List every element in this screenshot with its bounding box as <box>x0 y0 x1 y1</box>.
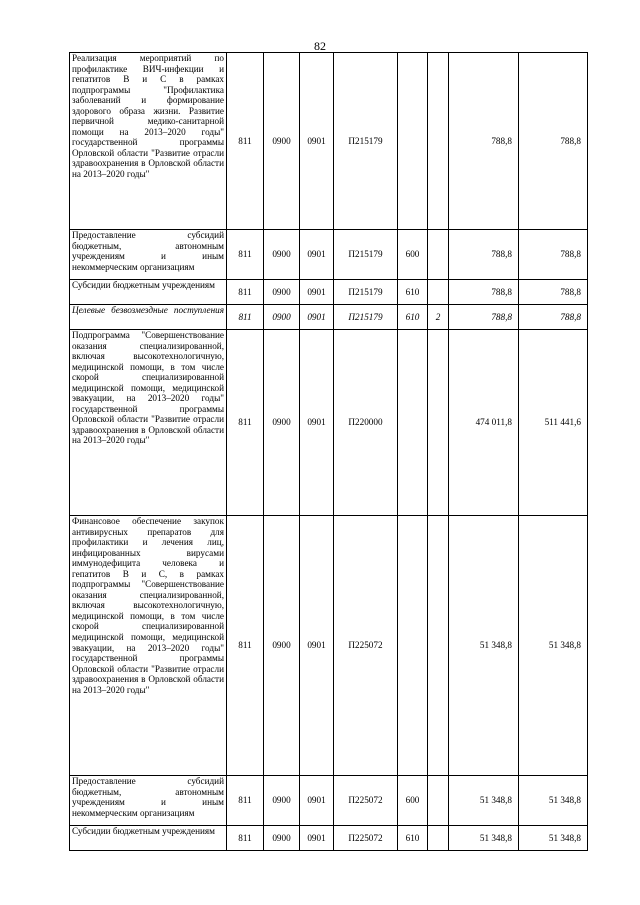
section-code: 0900 <box>264 280 300 305</box>
ministry-code: 811 <box>227 53 264 230</box>
sum-year-2: 51 348,8 <box>519 826 588 851</box>
kosgu-code <box>428 330 449 516</box>
sum-year-1: 51 348,8 <box>449 826 519 851</box>
subsection-code: 0901 <box>300 280 334 305</box>
ministry-code: 811 <box>227 230 264 280</box>
row-name: Целевые безвозмездные поступления <box>70 305 227 330</box>
sum-year-2: 788,8 <box>519 305 588 330</box>
row-name: Подпрограмма "Совершенствование оказания специализированной, включая высокотехнологичную, медицинской помощи, в том числе скорой специализированной медицинской помощи, медицинской эвакуации, на 2013–2020 годы" государственной программы Орловской области "Развитие отрасли здравоохранения в Орловской области на 2013–2020 годы" <box>70 330 227 516</box>
kosgu-code <box>428 230 449 280</box>
sum-year-1: 788,8 <box>449 230 519 280</box>
sum-year-2: 511 441,6 <box>519 330 588 516</box>
section-code: 0900 <box>264 516 300 776</box>
kosgu-code: 2 <box>428 305 449 330</box>
subsection-code: 0901 <box>300 305 334 330</box>
kosgu-code <box>428 280 449 305</box>
target-code: П225072 <box>334 516 398 776</box>
section-code: 0900 <box>264 305 300 330</box>
section-code: 0900 <box>264 330 300 516</box>
subsection-code: 0901 <box>300 516 334 776</box>
subsection-code: 0901 <box>300 826 334 851</box>
target-code: П215179 <box>334 305 398 330</box>
table-row <box>70 230 588 280</box>
budget-table <box>69 52 588 851</box>
target-code: П215179 <box>334 280 398 305</box>
row-name: Субсидии бюджетным учреждениям <box>70 826 227 851</box>
kosgu-code <box>428 776 449 826</box>
row-name: Финансовое обеспечение закупок антивирусных препаратов для профилактики и лечения лиц, инфицированных вирусами иммунодефицита человека и гепатитов В и С, в рамках подпрограммы "Совершенствование оказания специализированной, включая высокотехнологичную, медицинской помощи, в том числе скорой специализированной медицинской помощи, медицинской эвакуации, на 2013–2020 годы" государственной программы Орловской области "Развитие отрасли здравоохранения в Орловской области на 2013–2020 годы" <box>70 516 227 776</box>
table-row <box>70 330 588 516</box>
sum-year-1: 474 011,8 <box>449 330 519 516</box>
section-code: 0900 <box>264 230 300 280</box>
sum-year-1: 788,8 <box>449 53 519 230</box>
table-row <box>70 516 588 776</box>
subsection-code: 0901 <box>300 230 334 280</box>
subsection-code: 0901 <box>300 776 334 826</box>
sum-year-2: 51 348,8 <box>519 516 588 776</box>
expense-type-code: 610 <box>398 826 428 851</box>
kosgu-code <box>428 516 449 776</box>
ministry-code: 811 <box>227 280 264 305</box>
row-name: Предоставление субсидий бюджетным, автономным учреждениям и иным некоммерческим организациям <box>70 230 227 280</box>
table-row <box>70 280 588 305</box>
target-code: П225072 <box>334 776 398 826</box>
section-code: 0900 <box>264 776 300 826</box>
kosgu-code <box>428 53 449 230</box>
kosgu-code <box>428 826 449 851</box>
target-code: П225072 <box>334 826 398 851</box>
table-row <box>70 53 588 230</box>
section-code: 0900 <box>264 53 300 230</box>
expense-type-code <box>398 516 428 776</box>
expense-type-code <box>398 330 428 516</box>
sum-year-2: 788,8 <box>519 53 588 230</box>
target-code: П215179 <box>334 53 398 230</box>
sum-year-2: 788,8 <box>519 280 588 305</box>
table-row <box>70 305 588 330</box>
sum-year-1: 788,8 <box>449 280 519 305</box>
ministry-code: 811 <box>227 516 264 776</box>
ministry-code: 811 <box>227 305 264 330</box>
target-code: П220000 <box>334 330 398 516</box>
subsection-code: 0901 <box>300 330 334 516</box>
ministry-code: 811 <box>227 776 264 826</box>
row-name: Реализация мероприятий по профилактике ВИЧ-инфекции и гепатитов В и С в рамках подпрограммы "Профилактика заболеваний и формирование здорового образа жизни. Развитие первичной медико-санитарной помощи на 2013–2020 годы" государственной программы Орловской области "Развитие отрасли здравоохранения в Орловской области на 2013–2020 годы" <box>70 53 227 230</box>
ministry-code: 811 <box>227 330 264 516</box>
ministry-code: 811 <box>227 826 264 851</box>
expense-type-code: 610 <box>398 305 428 330</box>
expense-type-code: 600 <box>398 776 428 826</box>
expense-type-code: 600 <box>398 230 428 280</box>
sum-year-1: 51 348,8 <box>449 776 519 826</box>
sum-year-1: 51 348,8 <box>449 516 519 776</box>
section-code: 0900 <box>264 826 300 851</box>
expense-type-code <box>398 53 428 230</box>
row-name: Субсидии бюджетным учреждениям <box>70 280 227 305</box>
sum-year-2: 51 348,8 <box>519 776 588 826</box>
table-row <box>70 776 588 826</box>
expense-type-code: 610 <box>398 280 428 305</box>
row-name: Предоставление субсидий бюджетным, автономным учреждениям и иным некоммерческим организациям <box>70 776 227 826</box>
table-row <box>70 826 588 851</box>
sum-year-2: 788,8 <box>519 230 588 280</box>
subsection-code: 0901 <box>300 53 334 230</box>
page-number: 82 <box>314 39 326 53</box>
target-code: П215179 <box>334 230 398 280</box>
sum-year-1: 788,8 <box>449 305 519 330</box>
